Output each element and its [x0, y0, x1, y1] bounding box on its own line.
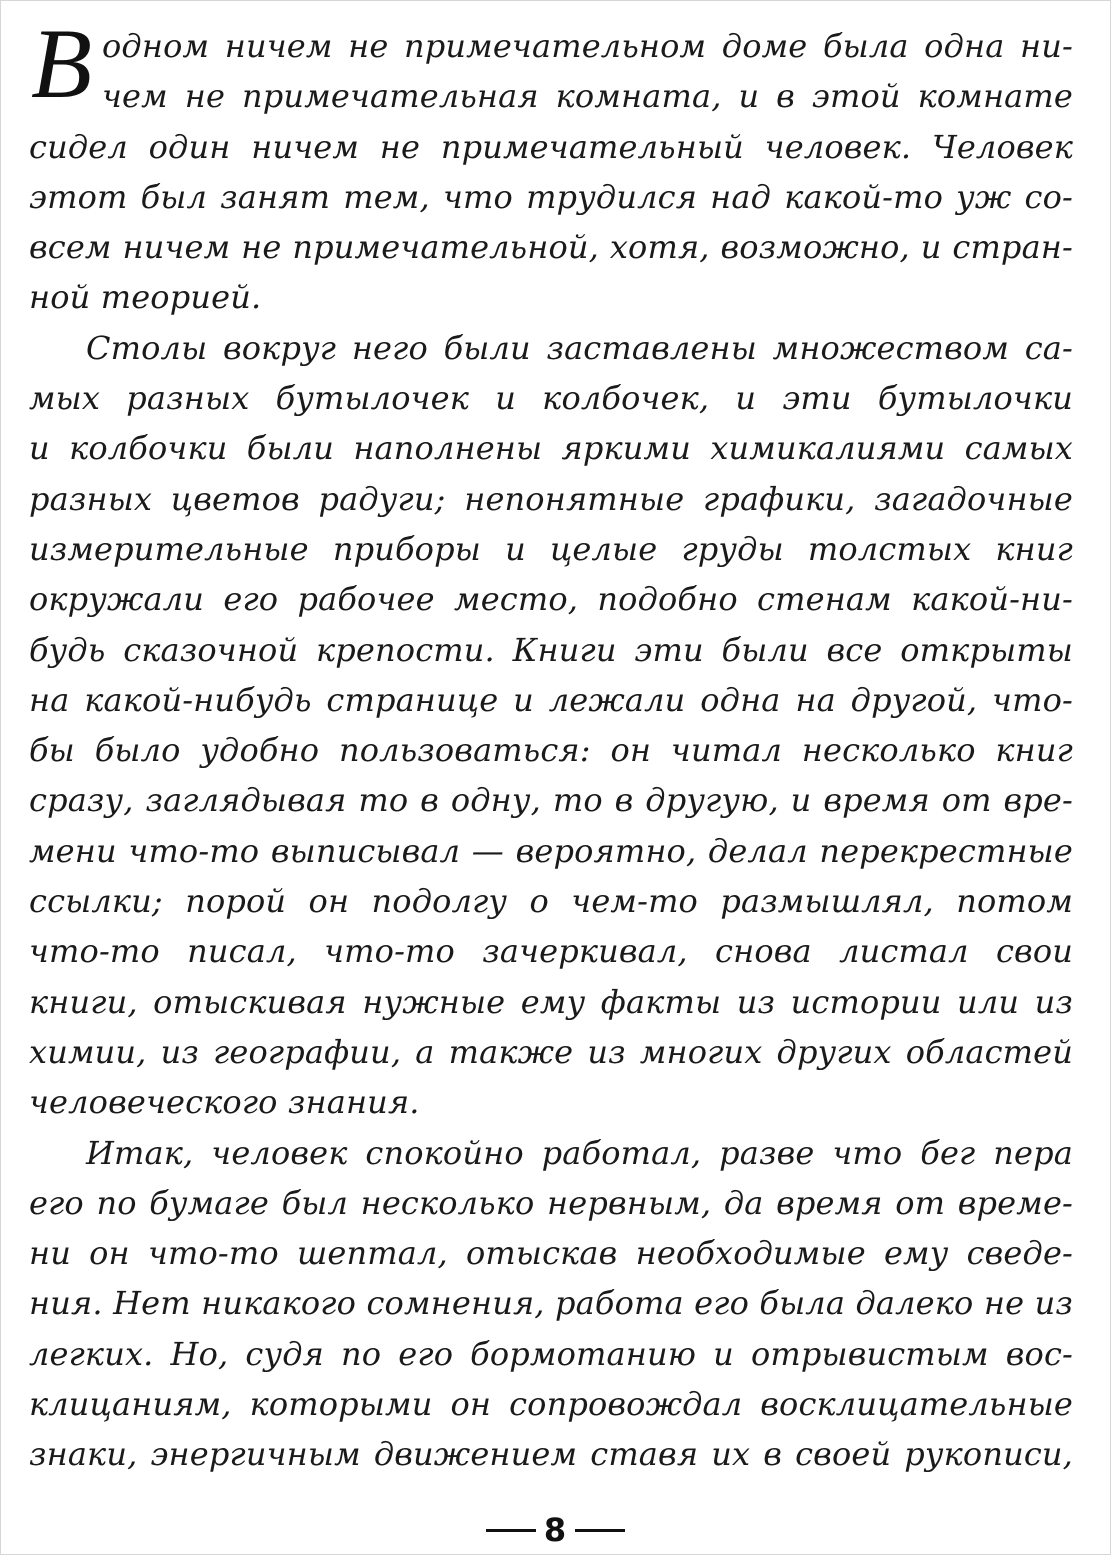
text-line: ния. Нет никакого сомнения, работа его была далеко не из — [29, 1284, 1073, 1323]
text-line: и колбочки были наполнены яркими химикалиями самых — [29, 429, 1073, 468]
text-line: Итак, человек спокойно работал, разве что бег пера — [86, 1133, 1073, 1172]
text-line: всем ничем не примечательной, хотя, возможно, и стран- — [29, 228, 1073, 267]
text-line: будь сказочной крепости. Книги эти были все открыты — [29, 630, 1073, 669]
text-line: разных цветов радуги; непонятные графики, загадочные — [29, 479, 1073, 518]
text-line: мени что-то выписывал — вероятно, делал перекрестные — [29, 831, 1073, 870]
page-number: 8 — [543, 1511, 568, 1549]
body-text — [29, 21, 1073, 1480]
text-line: чем не примечательная комната, и в этой комнате — [102, 77, 1073, 116]
drop-cap: В — [31, 8, 93, 119]
text-line: клицаниям, которыми он сопровождал восклицательные — [29, 1385, 1073, 1424]
text-line: ной теорией. — [29, 278, 262, 317]
text-line: мых разных бутылочек и колбочек, и эти бутылочки — [29, 379, 1073, 418]
text-line: бы было удобно пользоваться: он читал несколько книг — [29, 731, 1073, 770]
text-line: измерительные приборы и целые груды толстых книг — [29, 529, 1073, 568]
text-line: одном ничем не примечательном доме была одна ни- — [102, 27, 1073, 65]
text-line: знаки, энергичным движением ставя их в своей рукописи, — [29, 1435, 1073, 1474]
text-line: человеческого знания. — [29, 1083, 420, 1122]
footer-rule-right — [575, 1529, 625, 1532]
text-line: книги, отыскивая нужные ему факты из истории или из — [29, 982, 1073, 1021]
text-line: ссылки; порой он подолгу о чем-то размышлял, потом — [29, 882, 1073, 921]
text-line: на какой-нибудь странице и лежали одна на другой, что- — [29, 680, 1073, 719]
text-line: сразу, заглядывая то в одну, то в другую, и время от вре- — [29, 781, 1073, 820]
text-line: что-то писал, что-то зачеркивал, снова листал свои — [29, 932, 1073, 971]
text-line: окружали его рабочее место, подобно стенам какой-ни- — [29, 580, 1073, 619]
footer-rule-left — [486, 1529, 536, 1532]
text-line: этот был занят тем, что трудился над какой-то уж со- — [29, 177, 1073, 216]
text-line: Столы вокруг него были заставлены множеством са- — [86, 328, 1073, 367]
page-footer — [1, 1510, 1110, 1550]
text-line: химии, из географии, а также из многих других областей — [29, 1032, 1073, 1071]
text-line: его по бумаге был несколько нервным, да время от време- — [29, 1183, 1073, 1222]
text-line: сидел один ничем не примечательный человек. Человек — [29, 127, 1073, 166]
text-line: ни он что-то шептал, отыскав необходимые ему сведе- — [29, 1234, 1073, 1273]
text-line: легких. Но, судя по его бормотанию и отрывистым вос- — [29, 1334, 1073, 1373]
